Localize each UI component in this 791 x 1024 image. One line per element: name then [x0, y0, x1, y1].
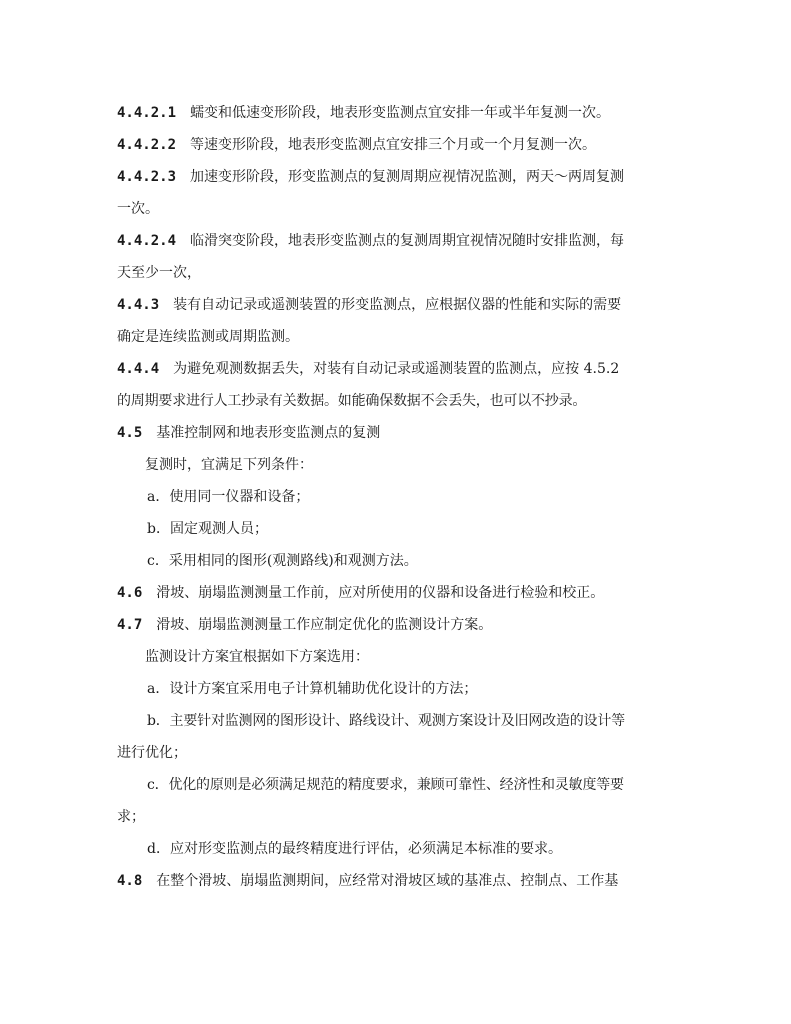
clause-text: 等速变形阶段，地表形变监测点宜安排三个月或一个月复测一次。 [190, 137, 597, 153]
section-4-7-item-d: d．应对形变监测点的最终精度进行评估，必须满足本标准的要求。 [147, 841, 562, 857]
section-4-6 [117, 577, 677, 609]
section-4-7-item-c-continued: 求； [117, 809, 145, 825]
section-4-5-item-b: b．固定观测人员； [147, 521, 268, 537]
section-number: 4.5 [117, 425, 143, 441]
section-4-5-item-c: c．采用相同的图形(观测路线)和观测方法。 [147, 553, 418, 569]
clause-text: 一次。 [117, 201, 159, 217]
section-number: 4.6 [117, 585, 143, 601]
clause-4-4-3 [117, 289, 677, 321]
section-4-7-item-c: c．优化的原则是必须满足规范的精度要求，兼顾可靠性、经济性和灵敏度等要 [147, 777, 624, 793]
clause-4-4-4 [117, 353, 677, 385]
section-4-7-item-a: a．设计方案宜采用电子计算机辅助优化设计的方法； [147, 681, 478, 697]
clause-4-4-2-3 [117, 161, 677, 193]
section-4-5-heading [117, 417, 677, 449]
section-4-7-intro: 监测设计方案宜根据如下方案选用： [145, 649, 369, 665]
section-4-7-item-b: b．主要针对监测网的图形设计、路线设计、观测方案设计及旧网改造的设计等 [147, 713, 625, 729]
clause-4-4-2-3-continued [117, 193, 677, 225]
section-text: 滑坡、崩塌监测测量工作前，应对所使用的仪器和设备进行检验和校正。 [156, 585, 605, 601]
section-4-5-intro: 复测时，宜满足下列条件： [145, 457, 313, 473]
clause-text: 为避免观测数据丢失，对装有自动记录或遥测装置的监测点，应按 4.5.2 [173, 361, 620, 377]
section-4-7 [117, 609, 677, 641]
clause-number: 4.4.2.4 [117, 233, 177, 249]
clause-text: 天至少一次， [117, 265, 201, 281]
section-number: 4.7 [117, 617, 143, 633]
clause-text: 加速变形阶段，形变监测点的复测周期应视情况监测，两天～两周复测 [190, 169, 625, 185]
clause-4-4-2-4 [117, 225, 677, 257]
clause-text: 装有自动记录或遥测装置的形变监测点，应根据仪器的性能和实际的需要 [173, 297, 622, 313]
section-title: 基准控制网和地表形变监测点的复测 [156, 425, 381, 441]
section-4-8 [117, 865, 677, 897]
section-text: 滑坡、崩塌监测测量工作应制定优化的监测设计方案。 [156, 617, 493, 633]
clause-4-4-4-continued [117, 385, 677, 417]
clause-number: 4.4.2.3 [117, 169, 177, 185]
clause-text: 蠕变和低速变形阶段，地表形变监测点宜安排一年或半年复测一次。 [190, 105, 611, 121]
section-number: 4.8 [117, 873, 143, 889]
section-text: 在整个滑坡、崩塌监测期间，应经常对滑坡区域的基准点、控制点、工作基 [156, 873, 619, 889]
clause-number: 4.4.2.2 [117, 137, 177, 153]
clause-4-4-2-4-continued [117, 257, 677, 289]
clause-text: 确定是连续监测或周期监测。 [117, 329, 299, 345]
clause-number: 4.4.4 [117, 361, 160, 377]
document-body [117, 97, 677, 897]
clause-4-4-2-1 [117, 97, 677, 129]
clause-text: 的周期要求进行人工抄录有关数据。如能确保数据不会丢失，也可以不抄录。 [117, 393, 587, 409]
clause-4-4-2-2 [117, 129, 677, 161]
clause-4-4-3-continued [117, 321, 677, 353]
clause-number: 4.4.2.1 [117, 105, 177, 121]
section-4-5-item-a: a．使用同一仪器和设备； [147, 489, 310, 505]
section-4-7-item-b-continued: 进行优化； [117, 745, 187, 761]
clause-number: 4.4.3 [117, 297, 160, 313]
clause-text: 临滑突变阶段，地表形变监测点的复测周期宜视情况随时安排监测，每 [190, 233, 625, 249]
